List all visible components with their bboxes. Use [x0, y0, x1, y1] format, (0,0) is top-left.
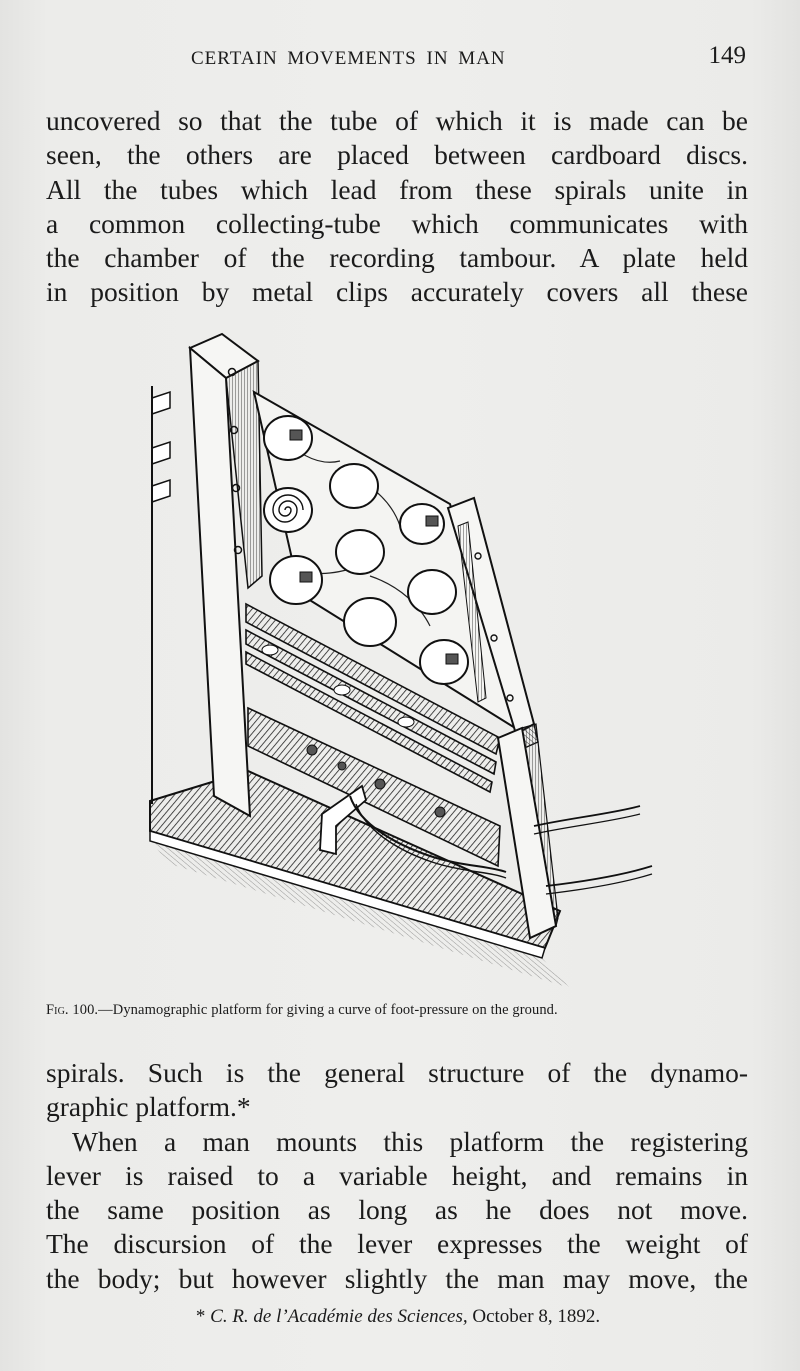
- text-line: the body; but however slightly the man may move, the: [46, 1262, 748, 1294]
- text-line: All the tubes which lead from these spirals unite in: [46, 173, 748, 205]
- text-line: uncovered so that the tube of which it is made can be: [46, 105, 748, 136]
- text-line: The discursion of the lever expresses the weight of: [46, 1228, 748, 1260]
- text-line: a common collecting-tube which communicates with: [46, 207, 748, 239]
- figure-caption-text: —Dynamographic platform for giving a curve of foot-pressure on the ground.: [98, 1002, 558, 1018]
- text-line: in position by metal clips accurately covers all these: [46, 276, 748, 308]
- page-number: 149: [708, 42, 746, 69]
- text-line: lever is raised to a variable height, and remains in: [46, 1159, 748, 1191]
- text-line: the chamber of the recording tambour. A plate held: [46, 242, 748, 274]
- footnote-date: October 8, 1892.: [467, 1306, 601, 1327]
- figure-caption: [46, 1002, 750, 1019]
- bottom-paragraphs: [46, 1056, 748, 1296]
- running-head: [46, 42, 750, 76]
- figure-label: Fig. 100.: [46, 1002, 99, 1018]
- top-paragraph: [46, 104, 748, 310]
- text-line: spirals. Such is the general structure of the dynamo-: [46, 1057, 748, 1088]
- running-title: CERTAIN MOVEMENTS IN MAN: [191, 48, 506, 69]
- text-line: graphic platform.*: [46, 1091, 251, 1123]
- text-line: When a man mounts this platform the registering: [72, 1125, 748, 1157]
- footnote-reference: C. R. de l’Académie des Sciences,: [210, 1306, 468, 1327]
- text-line: seen, the others are placed between cardboard discs.: [46, 139, 748, 171]
- dynamographic-platform-illustration: [130, 326, 670, 994]
- text-line: the same position as long as he does not move.: [46, 1194, 748, 1226]
- footnote-marker: *: [195, 1306, 211, 1327]
- footnote: [46, 1306, 750, 1328]
